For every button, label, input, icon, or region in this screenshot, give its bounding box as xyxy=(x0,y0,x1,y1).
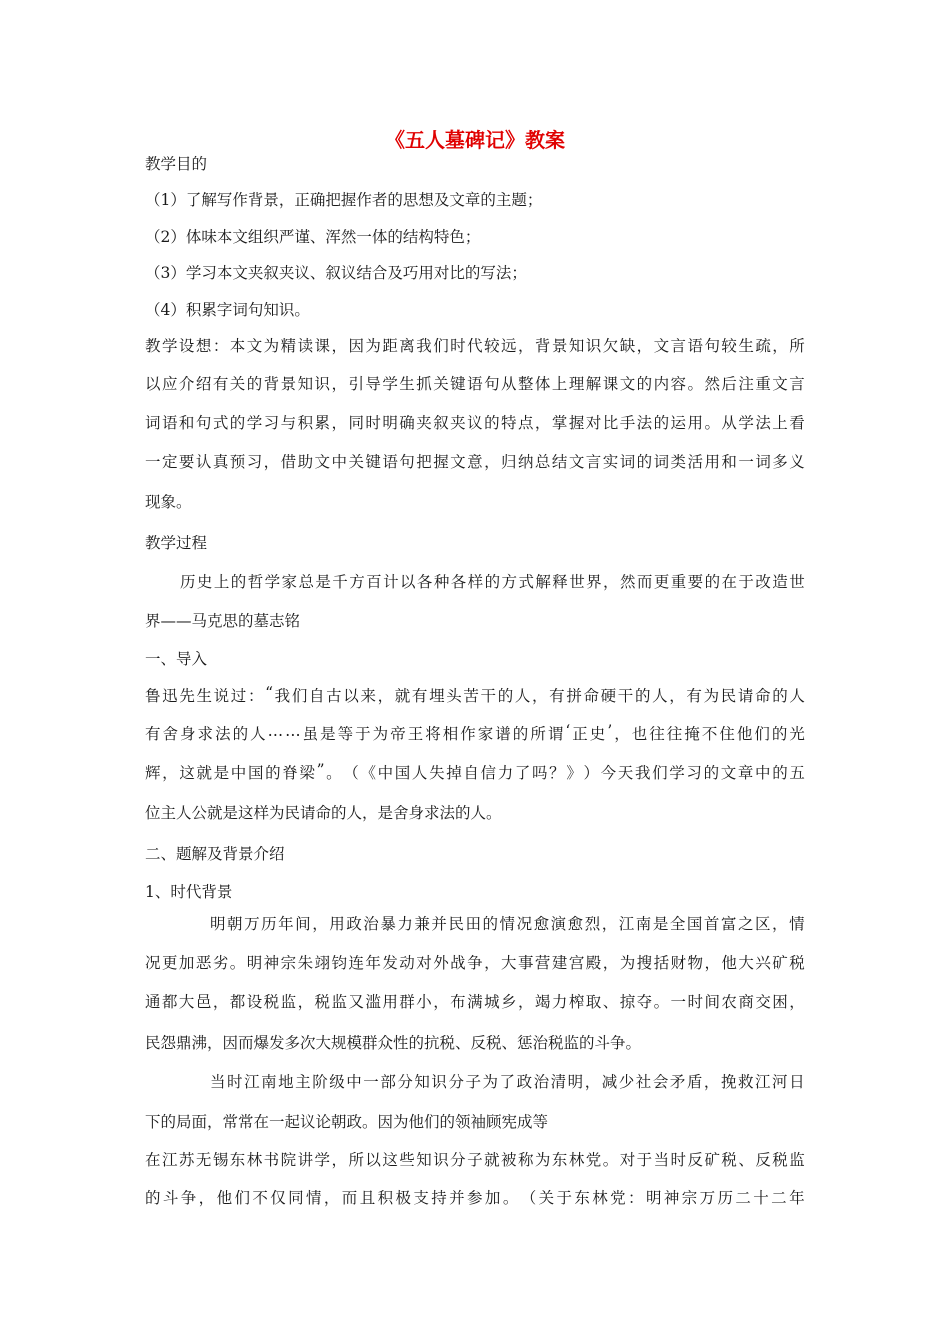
body-line: 有 舍 身 求 法 的 人 … … 虽 是 等 于 为 帝 王 将 相 作 家 谱 的 所 谓 ‘ 正 史 ’ ， 也 往 往 掩 不 住 他 们 的 光 xyxy=(145,722,805,743)
body-line: 鲁 迅 先 生 说 过 ： “ 我 们 自 古 以 来 ， 就 有 埋 头 苦 干 的 人 ， 有 拼 命 硬 干 的 人 ， 有 为 民 请 命 的 人 xyxy=(145,684,805,705)
body-line: 教学过程 xyxy=(145,534,208,552)
body-line: 辉 ， 这 就 是 中 国 的 脊 梁 ” 。 （ 《 中 国 人 失 掉 自 信 力 了 吗 ？ 》 ） 今 天 我 们 学 习 的 文 章 中 的 五 xyxy=(145,761,805,782)
document-title: 《五人墓碑记》教案 xyxy=(385,128,565,152)
body-line: 的 斗 争 ， 他 们 不 仅 同 情 ， 而 且 积 极 支 持 并 参 加 。 （ 关 于 东 林 党 ： 明 神 宗 万 历 二 十 二 年 xyxy=(145,1189,805,1207)
body-line: 以 应 介 绍 有 关 的 背 景 知 识 ， 引 导 学 生 抓 关 键 语 句 从 整 体 上 理 解 课 文 的 内 容 。 然 后 注 重 文 言 xyxy=(145,375,805,393)
body-line: 二、题解及背景介绍 xyxy=(145,845,285,863)
body-line: 一 定 要 认 真 预 习 ， 借 助 文 中 关 键 语 句 把 握 文 意 ， 归 纳 总 结 文 言 实 词 的 词 类 活 用 和 一 词 多 义 xyxy=(145,453,805,471)
body-line: 现象。 xyxy=(145,493,192,511)
body-line: 下的局面，常常在一起议论朝政。因为他们的领袖顾宪成等 xyxy=(145,1113,549,1131)
body-line: 明 朝 万 历 年 间 ， 用 政 治 暴 力 兼 并 民 田 的 情 况 愈 演 愈 烈 ， 江 南 是 全 国 首 富 之 区 ， 情 xyxy=(210,915,805,933)
body-line: 一、导入 xyxy=(145,650,208,668)
body-line: 界——马克思的墓志铭 xyxy=(145,612,301,630)
body-line: 在 江 苏 无 锡 东 林 书 院 讲 学 ， 所 以 这 些 知 识 分 子 就 被 称 为 东 林 党 。 对 于 当 时 反 矿 税 、 反 税 监 xyxy=(145,1151,805,1169)
body-line: 历 史 上 的 哲 学 家 总 是 千 方 百 计 以 各 种 各 样 的 方 式 解 释 世 界 ， 然 而 更 重 要 的 在 于 改 造 世 xyxy=(180,573,805,591)
body-line: 教学目的 xyxy=(145,155,208,173)
body-line: 词 语 和 句 式 的 学 习 与 积 累 ， 同 时 明 确 夹 叙 夹 议 的 特 点 ， 掌 握 对 比 手 法 的 运 用 。 从 学 法 上 看 xyxy=(145,414,805,432)
body-line: 1、时代背景 xyxy=(145,883,233,901)
body-line: （4）积累字词句知识。 xyxy=(145,301,310,319)
body-line: （1）了解写作背景，正确把握作者的思想及文章的主题； xyxy=(145,191,543,209)
body-line: 教 学 设 想 ： 本 文 为 精 读 课 ， 因 为 距 离 我 们 时 代 较 远 ， 背 景 知 识 欠 缺 ， 文 言 语 句 较 生 疏 ， 所 xyxy=(145,337,805,355)
body-line: 民怨鼎沸，因而爆发多次大规模群众性的抗税、反税、惩治税监的斗争。 xyxy=(145,1034,642,1052)
body-line: 况 更 加 恶 劣 。 明 神 宗 朱 翊 钧 连 年 发 动 对 外 战 争 ， 大 事 营 建 宫 殿 ， 为 搜 括 财 物 ， 他 大 兴 矿 税 xyxy=(145,954,805,972)
body-line: （2）体味本文组织严谨、浑然一体的结构特色； xyxy=(145,228,481,246)
body-line: （3）学习本文夹叙夹议、叙议结合及巧用对比的写法； xyxy=(145,264,527,282)
body-line: 通 都 大 邑 ， 都 设 税 监 ， 税 监 又 滥 用 群 小 ， 布 满 城 乡 ， 竭 力 榨 取 、 掠 夺 。 一 时 间 农 商 交 困 ， xyxy=(145,993,805,1011)
body-line: 位主人公就是这样为民请命的人，是舍身求法的人。 xyxy=(145,804,502,822)
body-line: 当 时 江 南 地 主 阶 级 中 一 部 分 知 识 分 子 为 了 政 治 清 明 ， 减 少 社 会 矛 盾 ， 挽 救 江 河 日 xyxy=(210,1073,805,1091)
